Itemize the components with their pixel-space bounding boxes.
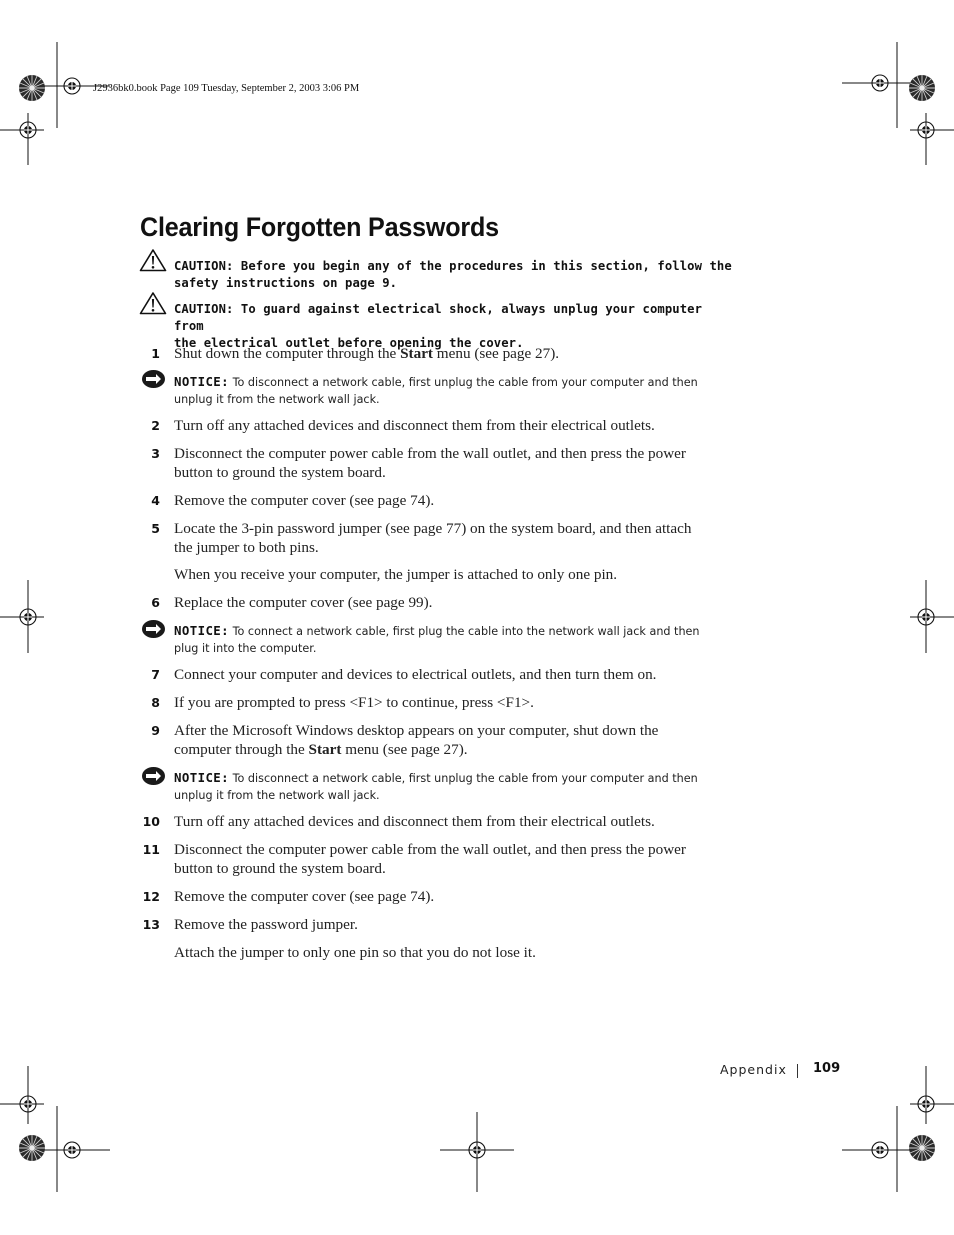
- page-number: 109: [813, 1061, 841, 1076]
- notice-label: NOTICE:: [174, 623, 230, 638]
- caution-triangle-icon: [139, 291, 167, 315]
- step-line: After the Microsoft Windows desktop appears on your computer, shut down the: [174, 722, 659, 739]
- notice-line: unplug it from the network wall jack.: [174, 393, 380, 406]
- notice-line: plug it into the computer.: [174, 642, 317, 655]
- notice-hand-icon: [141, 619, 166, 639]
- step-13-note: Attach the jumper to only one pin so that you do not lose it.: [174, 944, 536, 961]
- step-line: Disconnect the computer power cable from the wall outlet, and then press the power: [174, 445, 686, 462]
- step-11-text: [174, 840, 730, 878]
- caution-triangle-icon: [139, 248, 167, 272]
- notice-line: [174, 622, 730, 640]
- step-10-text: Turn off any attached devices and disconnect them from their electrical outlets.: [174, 813, 655, 830]
- caution-line: CAUTION: To guard against electrical shock, always unplug your computer from: [174, 302, 703, 333]
- step-2-text: Turn off any attached devices and disconnect them from their electrical outlets.: [174, 417, 655, 434]
- notice-line: unplug it from the network wall jack.: [174, 789, 380, 802]
- step-number: 4: [151, 493, 160, 508]
- step-12-text: Remove the computer cover (see page 74).: [174, 888, 435, 905]
- step-line: button to ground the system board.: [174, 464, 386, 481]
- page-title: Clearing Forgotten Passwords: [140, 212, 499, 242]
- step-text-part: computer through the: [174, 741, 309, 758]
- step-number: 3: [151, 446, 160, 461]
- step-text-part: menu (see page 27).: [341, 741, 468, 758]
- step-number: 11: [142, 842, 160, 857]
- caution-line: safety instructions on page 9.: [174, 276, 398, 290]
- step-number: 10: [142, 814, 160, 829]
- caution-line: the electrical outlet before opening the cover.: [174, 336, 524, 350]
- step-13-text: Remove the password jumper.: [174, 916, 358, 933]
- notice-label: NOTICE:: [174, 374, 230, 389]
- notice-line: [174, 769, 730, 787]
- step-line: Disconnect the computer power cable from the wall outlet, and then press the power: [174, 841, 686, 858]
- step-3-text: [174, 444, 730, 482]
- step-6-text: Replace the computer cover (see page 99).: [174, 594, 433, 611]
- footer-section-name: Appendix: [720, 1062, 787, 1077]
- notice-text: To disconnect a network cable, first unplug the cable from your computer and then: [232, 376, 698, 389]
- step-line: button to ground the system board.: [174, 860, 386, 877]
- step-number: 5: [151, 521, 160, 536]
- step-4-text: Remove the computer cover (see page 74).: [174, 492, 435, 509]
- start-menu-term: Start: [400, 345, 433, 362]
- step-number: 8: [151, 695, 160, 710]
- start-menu-term: Start: [308, 741, 342, 758]
- step-text-part: menu (see page 27).: [433, 345, 560, 362]
- step-number: 9: [151, 723, 160, 738]
- step-number: 7: [151, 667, 160, 682]
- book-header-meta: J2936bk0.book Page 109 Tuesday, September 2, 2003 3:06 PM: [93, 83, 360, 94]
- caution-block-1: [174, 258, 734, 292]
- step-number: 6: [151, 595, 160, 610]
- notice-label: NOTICE:: [174, 770, 230, 785]
- caution-line: CAUTION: Before you begin any of the procedures in this section, follow the: [174, 259, 732, 273]
- step-9-text: [174, 721, 730, 759]
- step-5-note: When you receive your computer, the jumper is attached to only one pin.: [174, 566, 618, 583]
- notice-block-1: [174, 373, 730, 408]
- step-number: 1: [151, 346, 160, 361]
- step-number: 13: [142, 917, 160, 932]
- step-5-text: [174, 519, 730, 557]
- notice-text: To disconnect a network cable, first unplug the cable from your computer and then: [232, 772, 698, 785]
- footer-divider: [797, 1064, 798, 1078]
- step-text-part: Shut down the computer through the: [174, 345, 401, 362]
- step-line: Locate the 3-pin password jumper (see page 77) on the system board, and then attach: [174, 520, 692, 537]
- step-number: 12: [142, 889, 160, 904]
- step-1-text: [174, 344, 730, 363]
- notice-block-2: [174, 622, 730, 657]
- notice-block-3: [174, 769, 730, 804]
- step-8-text: If you are prompted to press <F1> to continue, press <F1>.: [174, 694, 534, 711]
- notice-hand-icon: [141, 369, 166, 389]
- notice-text: To connect a network cable, first plug the cable into the network wall jack and then: [232, 625, 700, 638]
- step-line: the jumper to both pins.: [174, 539, 319, 556]
- step-number: 2: [151, 418, 160, 433]
- step-line: [174, 740, 730, 759]
- notice-hand-icon: [141, 766, 166, 786]
- notice-line: [174, 373, 730, 391]
- step-7-text: Connect your computer and devices to electrical outlets, and then turn them on.: [174, 666, 657, 683]
